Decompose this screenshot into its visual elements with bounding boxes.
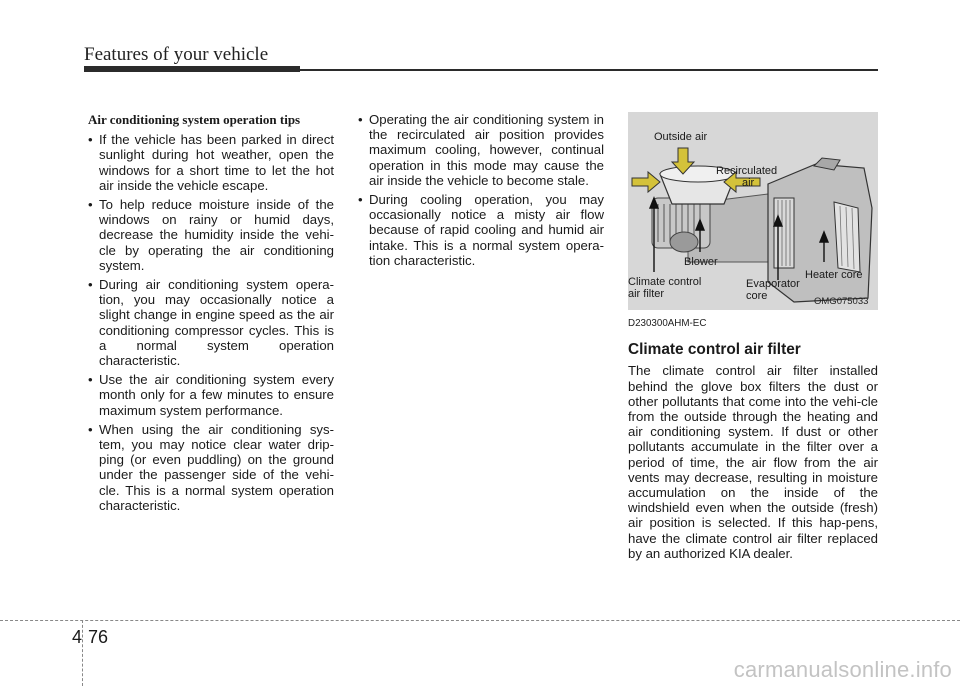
side-intake-arrow [632,172,660,192]
list-item: • To help reduce moisture inside of the windows on rainy or humid days, decrease the humidity inside the vehi-cle by operating the air conditioning system. [88,197,334,273]
blower-motor [670,232,698,252]
list-item: • Operating the air conditioning system in the recirculated air position provides maximum cooling, however, continual operation in this mode may cause the air inside the vehicle to become stale. [358,112,604,188]
header-rule-thick [84,66,300,72]
figure-code: OMG075033 [814,296,869,307]
left-column [88,112,334,517]
page-number: 76 [88,627,109,647]
list-item: • When using the air conditioning sys-tem, you may notice clear water drip-ping (or even puddling) on the ground under the passenger side of the vehi-cle. This is a normal system operation characteristic. [88,422,334,513]
label-recirculated-1: Recirculated [716,165,778,177]
label-evaporator-2: core [746,290,768,302]
footer-rule [0,620,960,621]
chapter-number: 4 [72,627,83,647]
label-filter-2: air filter [628,288,665,300]
footer-divider [82,620,84,686]
label-evaporator-1: Evaporator [746,278,800,290]
header-rule-thin [300,69,878,71]
tips-list-left [88,132,334,513]
tips-subheading: Air conditioning system operation tips [88,112,301,127]
label-recirculated-2: air [742,177,755,189]
evaporator-core-shape [774,198,794,268]
label-heater-core: Heater core [805,269,863,281]
list-item: • During cooling operation, you may occasionally notice a misty air flow because of rapid cooling and humid air intake. This is a normal system opera-tion characteristic. [358,192,604,268]
tips-list-middle [358,112,604,268]
middle-column [358,112,604,272]
label-filter-1: Climate control [628,276,702,288]
list-item: • If the vehicle has been parked in direct sunlight during hot weather, open the windows for a short time to let the hot air inside the vehicle escape. [88,132,334,193]
section-title: Climate control air filter [628,341,801,359]
list-item: • During air conditioning system opera-tion, you may occasionally notice a slight change in engine speed as the air conditioning compressor cycles. This is a normal system operation characteristic. [88,277,334,368]
section-body: The climate control air filter installed behind the glove box filters the dust or other pollutants that come into the vehi-cle from the outside through the heating and air conditioning system. If dust or other pollutants accumulate in the filter over a period of time, the air flow from the air vents may decrease, resulting in moisture accumulation on the inside of the windshield even when the outside (fresh) air position is selected. If this hap-pens, have the climate control air filter replaced by an authorized KIA dealer. [628,363,878,561]
label-blower: Blower [684,256,718,268]
right-column [628,112,878,561]
page-header-title: Features of your vehicle [84,44,269,65]
watermark: carmanualsonline.info [733,657,952,682]
section-code: D230300AHM-EC [628,318,707,329]
label-outside-air: Outside air [654,131,708,143]
hvac-diagram [628,112,878,310]
list-item: • Use the air conditioning system every month only for a few minutes to ensure maximum system performance. [88,372,334,418]
